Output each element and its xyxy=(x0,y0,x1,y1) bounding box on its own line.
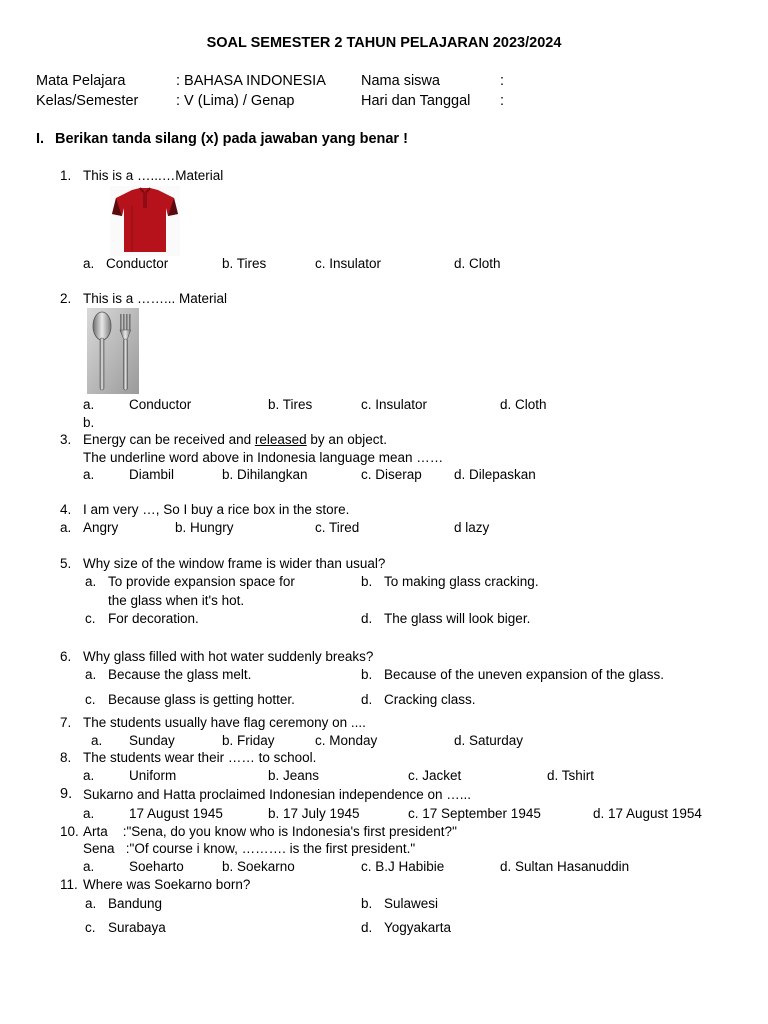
option-text: Sunday xyxy=(129,733,175,748)
option-text: To making glass cracking. xyxy=(384,574,539,589)
question-text: The students wear their …… to school. xyxy=(83,750,317,765)
question-text-line2: Sena :"Of course i know, ………. is the first president." xyxy=(83,841,416,856)
option-text: b. 17 July 1945 xyxy=(268,806,360,821)
subject-value: : BAHASA INDONESIA xyxy=(176,73,326,89)
question-text: I am very …, So I buy a rice box in the store. xyxy=(83,502,350,517)
red-shirt-image xyxy=(110,186,180,256)
option-label: d. xyxy=(361,920,373,935)
option-text: Uniform xyxy=(129,768,177,783)
question-number: 7. xyxy=(60,715,72,730)
question-number: 3. xyxy=(60,432,72,447)
option-text: d. Cloth xyxy=(500,397,547,412)
option-text: Sulawesi xyxy=(384,896,439,911)
option-text: Diambil xyxy=(129,467,175,482)
option-text: d. Saturday xyxy=(454,733,524,748)
option-text: c. Jacket xyxy=(408,768,462,783)
option-text: c. 17 September 1945 xyxy=(408,806,541,821)
option-text: d. Cloth xyxy=(454,256,501,271)
option-text: c. Insulator xyxy=(315,256,382,271)
option-text: b. Tires xyxy=(222,256,267,271)
date-label: Hari dan Tanggal xyxy=(361,93,471,109)
option-label: a. xyxy=(83,256,95,271)
question-text: Energy can be received and released by an object. xyxy=(83,432,387,447)
option-text: b. Dihilangkan xyxy=(222,467,308,482)
option-label: a. xyxy=(91,733,103,748)
option-text: For decoration. xyxy=(108,611,199,626)
option-label: a. xyxy=(83,768,95,783)
question-number: 8. xyxy=(60,750,72,765)
option-text: Soeharto xyxy=(129,859,184,874)
option-label: a. xyxy=(85,667,97,682)
option-text: Conductor xyxy=(106,256,169,271)
question-number: 10. xyxy=(60,824,79,839)
class-value: : V (Lima) / Genap xyxy=(176,93,295,109)
section-number: I. xyxy=(36,131,45,147)
question-number: 5. xyxy=(60,556,72,571)
option-text: b. Jeans xyxy=(268,768,320,783)
section-instruction: Berikan tanda silang (x) pada jawaban yang benar ! xyxy=(55,131,408,147)
question-text: Arta :"Sena, do you know who is Indonesia's first president?" xyxy=(83,824,457,839)
option-text: Angry xyxy=(83,520,119,535)
option-text: c. Tired xyxy=(315,520,360,535)
subject-label: Mata Pelajara xyxy=(36,73,126,89)
option-text: Because of the uneven expansion of the glass. xyxy=(384,667,664,682)
class-label: Kelas/Semester xyxy=(36,93,139,109)
spoon-fork-image xyxy=(87,308,139,394)
option-text: Bandung xyxy=(108,896,163,911)
option-label: b. xyxy=(361,574,373,589)
option-text: d lazy xyxy=(454,520,490,535)
option-text: d. 17 August 1954 xyxy=(593,806,702,821)
question-text-line2: The underline word above in Indonesia language mean …… xyxy=(83,450,444,465)
page-title: SOAL SEMESTER 2 TAHUN PELAJARAN 2023/2024 xyxy=(206,35,562,51)
question-number: 11. xyxy=(60,877,78,892)
option-text: Yogyakarta xyxy=(384,920,452,935)
option-text: b. Friday xyxy=(222,733,275,748)
option-label: c. xyxy=(85,611,96,626)
option-text: Conductor xyxy=(129,397,192,412)
option-text: b. Tires xyxy=(268,397,313,412)
option-text: Because glass is getting hotter. xyxy=(108,692,295,707)
underlined-word: released xyxy=(254,432,307,447)
option-label: a. xyxy=(60,520,72,535)
option-text: d. Dilepaskan xyxy=(454,467,536,482)
option-text: The glass will look biger. xyxy=(384,611,531,626)
option-text: c. Insulator xyxy=(361,397,428,412)
question-number: 9. xyxy=(60,786,73,802)
option-text: 17 August 1945 xyxy=(129,806,223,821)
question-number: 6. xyxy=(60,649,72,664)
question-text: Where was Soekarno born? xyxy=(83,877,251,892)
date-value: : xyxy=(500,93,505,109)
student-name-value: : xyxy=(500,73,505,89)
question-number: 4. xyxy=(60,502,72,517)
option-label: a. xyxy=(85,896,97,911)
option-text-line2: the glass when it's hot. xyxy=(108,593,245,608)
question-text: This is a ……... Material xyxy=(83,291,228,306)
question-text: This is a …...…Material xyxy=(83,168,224,183)
question-text: Why glass filled with hot water suddenly breaks? xyxy=(83,649,374,664)
option-text: Cracking class. xyxy=(384,692,476,707)
question-text: The students usually have flag ceremony on .... xyxy=(83,715,366,730)
question-text: Why size of the window frame is wider than usual? xyxy=(83,556,386,571)
option-label: c. xyxy=(85,692,96,707)
option-label: b. xyxy=(361,667,373,682)
option-text: d. Tshirt xyxy=(547,768,595,783)
option-label: c. xyxy=(85,920,96,935)
option-text: Surabaya xyxy=(108,920,166,935)
option-label: a. xyxy=(83,806,95,821)
question-number: 1. xyxy=(60,168,72,183)
option-label: d. xyxy=(361,611,373,626)
option-text: c. B.J Habibie xyxy=(361,859,445,874)
option-text: To provide expansion space for xyxy=(108,574,295,589)
option-label: d. xyxy=(361,692,373,707)
option-text: b. Soekarno xyxy=(222,859,295,874)
option-label: a. xyxy=(83,397,95,412)
option-text: Because the glass melt. xyxy=(108,667,252,682)
option-label: a. xyxy=(83,859,95,874)
option-text: c. Diserap xyxy=(361,467,422,482)
option-label: b. xyxy=(361,896,373,911)
option-label: b. xyxy=(83,415,95,430)
option-label: a. xyxy=(83,467,95,482)
option-text: b. Hungry xyxy=(175,520,234,535)
question-text: Sukarno and Hatta proclaimed Indonesian independence on …... xyxy=(83,787,472,802)
option-label: a. xyxy=(85,574,97,589)
option-text: c. Monday xyxy=(315,733,378,748)
option-text: d. Sultan Hasanuddin xyxy=(500,859,630,874)
student-name-label: Nama siswa xyxy=(361,73,440,89)
question-number: 2. xyxy=(60,291,72,306)
